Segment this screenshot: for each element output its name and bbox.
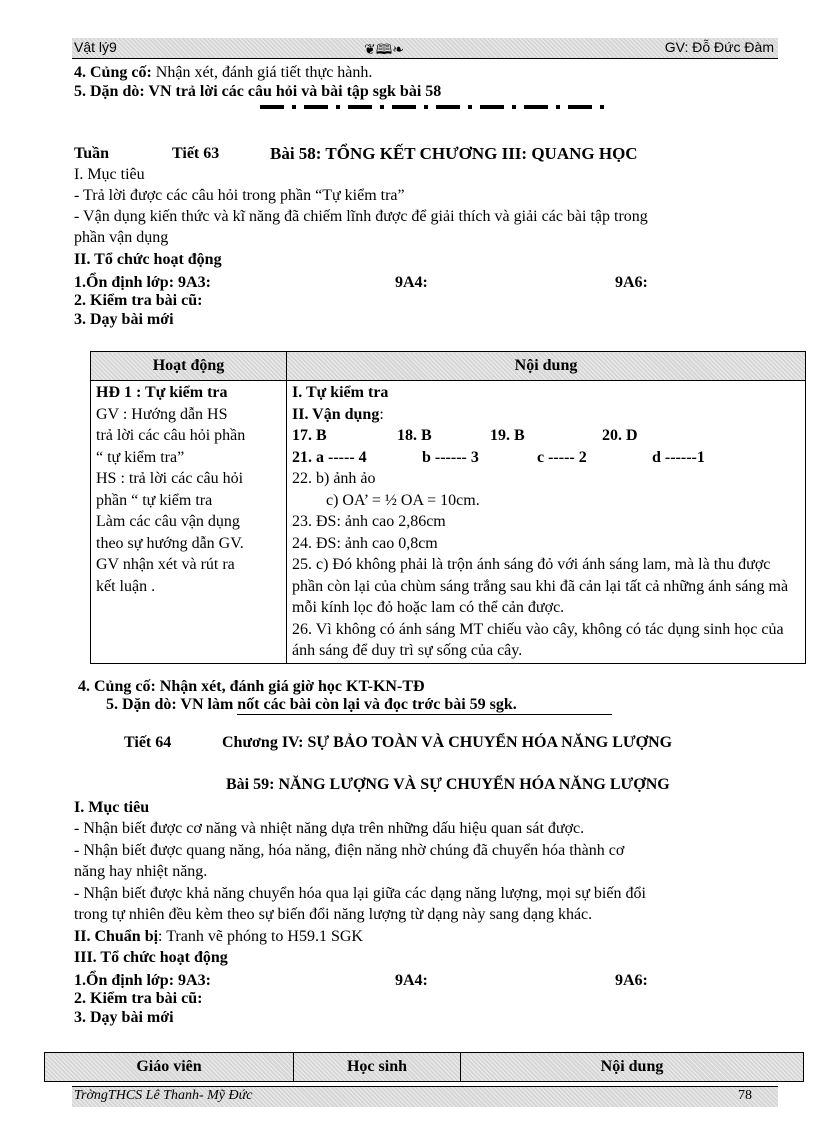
lesson58-title: Bài 58: TỔNG KẾT CHƯƠNG III: QUANG HỌC xyxy=(270,144,638,163)
header-ornament: ❦🕮❧ xyxy=(364,41,404,57)
activity-line: HS : trả lời các câu hỏi xyxy=(96,470,244,487)
answer-21: 21. a ----- 4 b ------ 3 c ----- 2 d ------1 xyxy=(292,448,705,466)
col-noi-dung-2: Nội dung xyxy=(461,1053,804,1082)
activity-cell xyxy=(91,381,287,664)
page-number: 78 xyxy=(738,1088,752,1103)
lesson59-l3b: trong tự nhiên đều kèm theo sự biến đổi năng lượng từ dạng này sang dạng khác. xyxy=(74,906,593,923)
answers-17-20: 17. B 18. B 19. B 20. D xyxy=(292,427,638,444)
page-footer xyxy=(72,1086,778,1107)
answer-25: 25. c) Đó không phải là trộn ánh sáng đỏ với ánh sáng lam, mà là thu được phần còn lại của chùm sáng trắng sau khi đã cản lại tất cả những ánh sáng mà mỗi kính lọc đỏ hoặc lam có thể cản được. xyxy=(292,556,789,616)
lesson59-table xyxy=(44,1052,804,1082)
chuong-4-title: Chương IV: SỰ BẢO TOÀN VÀ CHUYỂN HÓA NĂNG LƯỢNG xyxy=(222,734,673,751)
lesson58-cung-co: 4. Củng cố: Nhận xét, đánh giá giờ học KT-KN-TĐ xyxy=(78,678,425,695)
answer-22c: c) OA’ = ½ OA = 10cm. xyxy=(326,491,480,509)
answer-22: 22. b) ảnh ảo xyxy=(292,470,376,487)
activity-line: Làm các câu vận dụng xyxy=(96,513,240,530)
lesson58-muc-tieu: I. Mục tiêu xyxy=(74,166,145,183)
lesson59-l2b: năng hay nhiệt năng. xyxy=(74,863,208,880)
lesson58-mt1: - Trả lời được các câu hỏi trong phần “Tự kiểm tra” xyxy=(74,187,405,204)
lesson59-on-dinh: 1.Ổn định lớp: 9A3: xyxy=(74,972,211,989)
lesson59-kiem-tra: 2. Kiểm tra bài cũ: xyxy=(74,990,203,1007)
prev-dan-do: 5. Dặn dò: VN trả lời các câu hỏi và bài tập sgk bài 58 xyxy=(74,83,442,100)
activity-line: “ tự kiểm tra” xyxy=(96,448,185,466)
col-giao-vien: Giáo viên xyxy=(45,1053,294,1082)
lesson58-mt2b: phần vận dụng xyxy=(74,229,169,246)
answer-24: 24. ĐS: ảnh cao 0,8cm xyxy=(292,534,438,552)
col-hoat-dong: Hoạt động xyxy=(91,352,287,381)
activity-line: phần “ tự kiểm tra xyxy=(96,491,213,509)
content-van-dung: II. Vận dụng: xyxy=(292,405,384,423)
lesson58-table xyxy=(90,351,806,664)
lesson58-to-chuc: II. Tổ chức hoạt động xyxy=(74,251,222,268)
lesson59-class-9a6: 9A6: xyxy=(615,972,648,989)
lesson59-chuan-bi: II. Chuẩn bị: Tranh vẽ phóng to H59.1 SGK xyxy=(74,928,363,945)
tuan-label: Tuần xyxy=(74,145,109,162)
lesson59-l2a: - Nhận biết được quang năng, hóa năng, điện năng nhờ chúng đã chuyển hóa thành cơ xyxy=(74,842,625,859)
tiet-64: Tiết 64 xyxy=(124,734,172,751)
lesson59-l3a: - Nhận biết được khả năng chuyển hóa qua lại giữa các dạng năng lượng, mọi sự biến đổi xyxy=(74,885,646,902)
lesson58-class-9a6: 9A6: xyxy=(615,274,648,291)
lesson58-day-bai: 3. Dạy bài mới xyxy=(74,311,174,328)
lesson58-class-9a4: 9A4: xyxy=(395,274,428,291)
prev-cung-co: 4. Củng cố: Nhận xét, đánh giá tiết thực hành. xyxy=(74,64,373,81)
col-hoc-sinh: Học sinh xyxy=(294,1053,461,1082)
tiet-63: Tiết 63 xyxy=(172,145,220,162)
lesson59-to-chuc: III. Tổ chức hoạt động xyxy=(74,949,228,966)
answer-23: 23. ĐS: ảnh cao 2,86cm xyxy=(292,513,446,530)
lesson59-title: Bài 59: NĂNG LƯỢNG VÀ SỰ CHUYỂN HÓA NĂNG LƯỢNG xyxy=(226,776,670,793)
activity-line: GV nhận xét và rút ra xyxy=(96,556,235,573)
lesson58-mt2a: - Vận dụng kiến thức và kĩ năng đã chiếm lĩnh được để giải thích và giải các bài tập trong xyxy=(74,208,648,225)
lesson58-on-dinh: 1.Ổn định lớp: 9A3: xyxy=(74,274,211,291)
dan-do-underline xyxy=(237,714,612,715)
section-divider xyxy=(260,105,608,109)
lesson58-dan-do: 5. Dặn dò: VN làm nốt các bài còn lại và đọc trớc bài 59 sgk. xyxy=(106,696,517,713)
header-subject: Vật lý9 xyxy=(74,39,117,55)
activity-line: GV : Hướng dẫn HS xyxy=(96,405,228,423)
page-header xyxy=(72,38,778,59)
lesson59-l1: - Nhận biết được cơ năng và nhiệt năng dựa trên những dấu hiệu quan sát được. xyxy=(74,820,585,837)
content-tu-kiem-tra: I. Tự kiểm tra xyxy=(292,384,389,401)
content-cell xyxy=(287,381,806,664)
lesson59-class-9a4: 9A4: xyxy=(395,972,428,989)
activity-line: kết luận . xyxy=(96,577,156,595)
footer-school: TrờngTHCS Lê Thanh- Mỹ Đức xyxy=(74,1088,253,1103)
lesson59-day-bai: 3. Dạy bài mới xyxy=(74,1009,174,1026)
answer-26: 26. Vì không có ánh sáng MT chiếu vào cây, không có tác dụng sinh học của ánh sáng để duy trì sự sống của cây. xyxy=(292,620,784,659)
header-teacher: GV: Đỗ Đức Đàm xyxy=(664,39,774,55)
activity-line: trả lời các câu hỏi phần xyxy=(96,427,246,444)
activity-line: theo sự hướng dẫn GV. xyxy=(96,534,244,552)
activity-line: HĐ 1 : Tự kiểm tra xyxy=(96,384,228,401)
col-noi-dung: Nội dung xyxy=(287,352,806,381)
lesson58-kiem-tra: 2. Kiểm tra bài cũ: xyxy=(74,292,203,309)
lesson59-muc-tieu: I. Mục tiêu xyxy=(74,799,150,816)
